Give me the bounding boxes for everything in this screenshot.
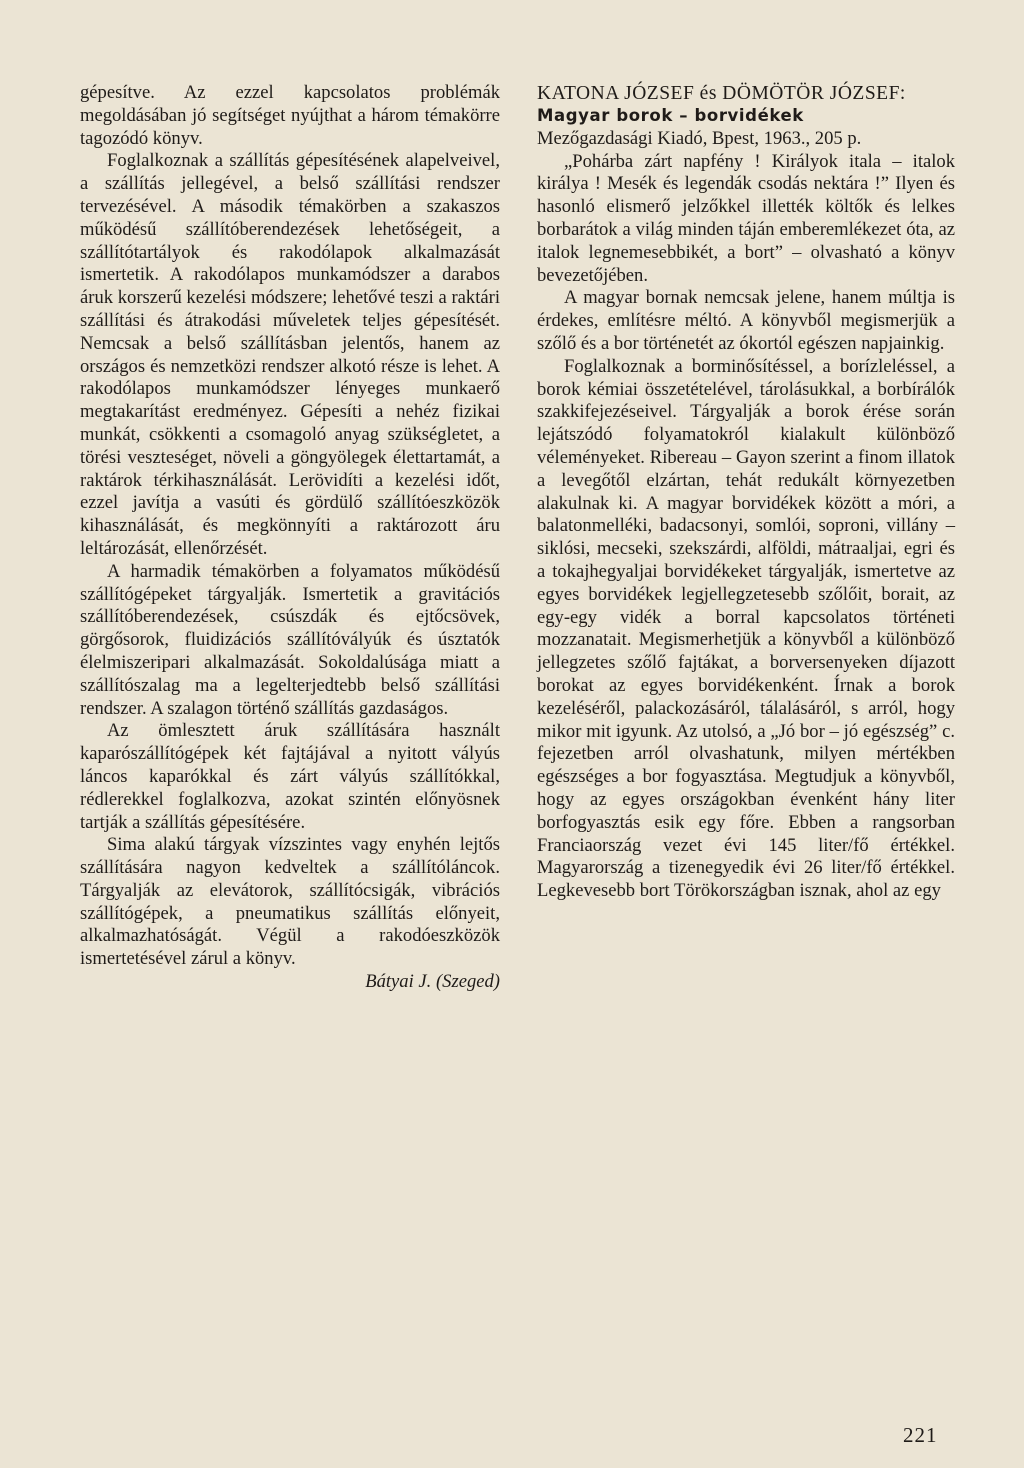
right-column	[537, 82, 955, 903]
left-paragraph-5: Sima alakú tárgyak vízszintes vagy enyhén lejtős szállítására nagyon kedveltek a szállítóláncok. Tárgyalják az elevátorok, szállítócsigák, vibrációs szállítógépek, a pneumatikus szállítás előnyeit, alkalmazhatóságát. Végül a rakodóeszközök ismertetésével zárul a könyv.	[80, 834, 500, 970]
left-paragraph-1: gépesítve. Az ezzel kapcsolatos problémák megoldásában jó segítséget nyújthat a három témakörre tagozódó könyv.	[80, 82, 500, 149]
review-signature: Bátyai J. (Szeged)	[365, 971, 500, 993]
right-paragraph-3: Foglalkoznak a borminősítéssel, a borízleléssel, a borok kémiai összetételével, tárolásukkal, a borbírálók szakkifejezéseivel. Tárgyalják a borok érése során lejátszódó folyamatokról kialakult különböző véleményeket. Ribereau – Gayon szerint a finom illatok a levegőtől elzártan, tehát redukált környezetben alakulnak ki. A magyar borvidékek között a móri, a balatonmelléki, badacsonyi, somlói, soproni, villány – siklósi, mecseki, szekszárdi, alföldi, mátraaljai, egri és a tokajhegyaljai borvidékeket tárgyalják, ismertetve az egyes borvidékek legjellegzetesebb szőlőit, borait, az egy-egy vidék a borral kapcsolatos történeti mozzanatait. Megismerhetjük a könyvből a különböző jellegzetes szőlő fajtákat, a borversenyeken díjazott borokat az egyes borvidékenként. Írnak a borok kezeléséről, palackozásáról, tálalásáról, s arról, hogy mikor mit igyunk. Az utolsó, a „Jó bor – jó egészség” c. fejezetben arról olvashatunk, milyen mértékben egészséges a bor fogyasztása. Megtudjuk a könyvből, hogy az egyes országokban évenként hány liter borfogyasztás esik egy főre. Ebben a rangsorban Franciaország vezet évi 145 liter/fő értékkel. Magyarország a tizenegyedik évi 26 liter/fő értékkel. Legkevesebb bort Törökországban isznak, ahol az egy	[537, 355, 955, 902]
right-paragraph-1: „Pohárba zárt napfény ! Királyok itala – italok királya ! Mesék és legendák csodás nektára !” Ilyen és hasonló elismerő jelzőkkel illették költők és lelkes borbarátok a világ minden táján emberemlékezet óta, az italok legnemesebbikét, a bort” – olvasható a könyv bevezetőjében.	[537, 150, 955, 286]
book-title: Magyar borok – borvidékek	[537, 106, 804, 125]
left-paragraph-2: Foglalkoznak a szállítás gépesítésének alapelveivel, a szállítás jellegével, a belső szállítási rendszer tervezésével. A második témakörben a szakaszos működésű szállítóberendezések lehetőségeit, a szállítótartályok és rakodólapok alkalmazását ismertetik. A rakodólapos munkamódszer a darabos áruk korszerű kezelési módszere; lehetővé teszi a raktári szállítási és átrakodási műveletek teljes gépesítését. Nemcsak a belső szállításban jelentős, hanem az országos és nemzetközi rendszer alkotó része is lehet. A rakodólapos munkamódszer lényeges munkaerő megtakarítást eredményez. Gépesíti a nehéz fizikai munkát, csökkenti a csomagoló anyag szükségletet, a törési veszteséget, növeli a göngyölegek élettartamát, a raktárok térkihasználását. Lerövidíti a kezelési időt, ezzel javítja a vasúti és gördülő szállítóeszközök kihasználását, és megkönnyíti a raktározott áru leltározását, ellenőrzését.	[80, 150, 500, 559]
left-paragraph-3: A harmadik témakörben a folyamatos működésű szállítógépeket tárgyalják. Ismertetik a gravitációs szállítóberendezések, csúszdák és ejtőcsövek, görgősorok, fluidizációs szállítóvályúk és úsztatók élelmiszeripari alkalmazását. Sokoldalúsága miatt a szállítószalag ma a legelterjedtebb belső szállítási rendszer. A szalagon történő szállítás gazdaságos.	[80, 560, 500, 719]
book-authors: KATONA JÓZSEF és DÖMÖTÖR JÓZSEF:	[537, 83, 906, 104]
book-publisher: Mezőgazdasági Kiadó, Bpest, 1963., 205 p.	[537, 127, 862, 149]
left-column	[80, 82, 500, 994]
left-paragraph-4: Az ömlesztett áruk szállítására használt kaparószállítógépek két fajtájával a nyitott vályús láncos kaparókkal és zárt vályús szállítókkal, rédlerekkel foglalkozva, azokat szintén előnyösnek tartják a szállítás gépesítésére.	[80, 720, 500, 833]
page-number: 221	[903, 1423, 938, 1447]
right-paragraph-2: A magyar bornak nemcsak jelene, hanem múltja is érdekes, említésre méltó. A könyvből megismerjük a szőlő és a bor történetét az ókortól egészen napjainkig.	[537, 287, 955, 354]
